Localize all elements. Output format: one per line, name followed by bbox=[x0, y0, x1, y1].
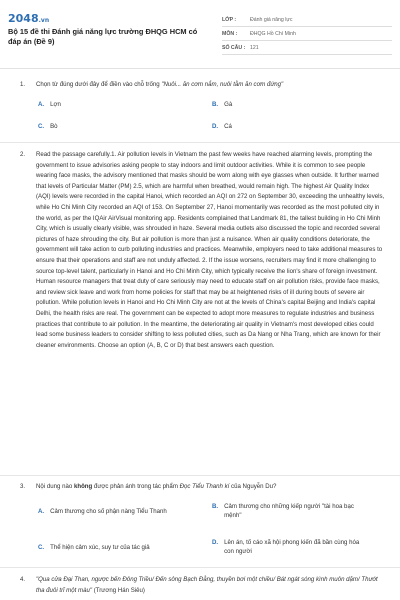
stem-text: (Trương Hán Siêu) bbox=[92, 586, 145, 594]
question-number: 3. bbox=[20, 483, 26, 490]
meta-row-class bbox=[222, 13, 392, 27]
option-letter: C. bbox=[38, 123, 45, 130]
meta-row-count bbox=[222, 41, 392, 55]
question-stem bbox=[36, 575, 385, 596]
option-text: Bò bbox=[50, 123, 58, 130]
stem-emphasis: không bbox=[73, 483, 93, 490]
question-stem bbox=[36, 80, 385, 91]
option-b[interactable] bbox=[212, 100, 232, 109]
question-2 bbox=[20, 150, 385, 351]
question-stem bbox=[36, 482, 385, 493]
question-3 bbox=[20, 482, 385, 493]
option-b[interactable] bbox=[212, 502, 364, 520]
question-number: 4. bbox=[20, 576, 26, 583]
header-divider bbox=[0, 68, 400, 69]
option-a[interactable] bbox=[38, 507, 220, 516]
meta-key: SỐ CÂU : bbox=[222, 44, 246, 51]
site-logo[interactable] bbox=[8, 12, 49, 25]
option-d[interactable] bbox=[212, 538, 364, 556]
option-letter: B. bbox=[212, 101, 219, 108]
option-text: Gà bbox=[224, 101, 233, 108]
reading-passage: Read the passage carefully.1. Air pollution levels in Vietnam the past few weeks have reached alarming levels, prompting the government to issue advisories asking people to stay indoors and limit outdoor activities. While it is common to see people wearing face masks, the advisory mentioned that masks should be worn along with eye glasses when outside. It further warned that levels of Particular Matter (PM) 2.5, which are harmful when breathed, would remain high. The highest Air Quality Index (AQI) levels were recorded in the capital Hanoi, which recorded an AQI on 272 on September 30, exceeding the unhealthy levels, while Ho Chi Minh City recorded an AQI of 153. On September 27, Hanoi momentarily was recorded as the most polluted city in the world, as per the IQAir AirVisual monitoring app. Residents complained that Landmark 81, the tallest building in Ho Chi Minh City, which is usually clearly visible, was shrouded in haze. Several media outlets also discussed the topic and recorded several pictures of haze shrouding the city. But air pollution is more than just a nuisance. When air quality conditions deteriorate, the government will take action to curb polluting industries and practices. Meanwhile, employers need to take additional measures to ensure that their operations and staff are not unduly affected. 2. If the issue worsens, recruiters may find it more challenging to source top-level talent, particularly in Hanoi and Ho Chi Minh City, which typically receive the lion's share of foreign investment. Human resource managers that treat duty of care seriously may need to educate staff on air pollution risks, provide face masks, and review sick leave and work from home policies for staff that may be at heightened risks of ill during bouts of severe air pollution. While pollution levels in Hanoi and Ho Chi Minh City are not at the levels of China's capital Beijing and India's capital Delhi, the health risks are real. The government can be expected to adopt more measures to regulate industries and business practices that contribute to air pollution. In the meantime, the deteriorating air quality in Vietnam's most developed cities could lead some business leaders to consider shifting to less polluted cities, such as Da Nang or Nha Trang, which are known for their cleaner environments. Choose an option (A, B, C or D) that best answers each question. bbox=[36, 151, 385, 349]
option-a[interactable] bbox=[38, 100, 61, 109]
meta-key: LỚP : bbox=[222, 16, 237, 23]
question-1 bbox=[20, 80, 385, 91]
stem-text: được phản ánh trong tác phẩm bbox=[92, 483, 180, 490]
meta-row-subject bbox=[222, 27, 392, 41]
question-number: 1. bbox=[20, 81, 26, 88]
stem-quote: "Nuôi... ăn cơm nắm, nuôi tằm ăn cơm đứng" bbox=[161, 81, 284, 88]
option-text: Cảm thương cho số phận nàng Tiểu Thanh bbox=[50, 508, 167, 515]
page-title: Bộ 15 đề thi Đánh giá năng lực trường ĐHQG HCM có đáp án (Đề 9) bbox=[8, 27, 198, 46]
meta-key: MÔN : bbox=[222, 30, 238, 37]
option-letter: C. bbox=[38, 544, 45, 551]
option-letter: B. bbox=[212, 503, 219, 510]
question-number: 2. bbox=[20, 151, 26, 158]
option-text: Thể hiện cảm xúc, suy tư của tác giả bbox=[50, 544, 150, 551]
stem-text: Nội dung nào bbox=[36, 483, 74, 490]
work-title: Đọc Tiểu Thanh kí bbox=[179, 483, 230, 490]
meta-value: Đánh giá năng lực bbox=[250, 16, 293, 23]
poem-quote: "Qua cửa Đại Than, ngược bến Đông Triều/ Đến sông Bạch Đằng, thuyền bơi một chiều/ Bát ngát sóng kình muôn dặm/ Thướt tha đuôi trĩ một màu" bbox=[36, 576, 378, 594]
meta-value: 121 bbox=[250, 44, 259, 51]
option-letter: A. bbox=[38, 101, 45, 108]
question-divider bbox=[0, 475, 400, 476]
stem-text: của Nguyễn Du? bbox=[229, 483, 277, 490]
option-text: Cảm thương cho những kiếp người "tài hoa bạc mệnh" bbox=[224, 503, 354, 519]
question-4 bbox=[20, 575, 385, 596]
option-text: Cá bbox=[224, 123, 232, 130]
question-divider bbox=[0, 142, 400, 143]
meta-value: ĐHQG Hồ Chí Minh bbox=[250, 30, 296, 37]
logo-main: 2048 bbox=[8, 12, 39, 25]
option-c[interactable] bbox=[38, 122, 58, 131]
option-letter: A. bbox=[38, 508, 45, 515]
exam-meta bbox=[222, 13, 392, 55]
logo-suffix: .vn bbox=[38, 17, 50, 24]
option-letter: D. bbox=[212, 123, 219, 130]
question-divider bbox=[0, 567, 400, 568]
option-text: Lên án, tố cáo xã hội phong kiến đã bần cùng hóa con người bbox=[224, 539, 360, 555]
option-letter: D. bbox=[212, 539, 219, 546]
option-text: Lợn bbox=[50, 101, 61, 108]
stem-text: Chọn từ đúng dưới đây để điền vào chỗ trống bbox=[36, 81, 162, 88]
option-c[interactable] bbox=[38, 543, 220, 552]
option-d[interactable] bbox=[212, 122, 232, 131]
